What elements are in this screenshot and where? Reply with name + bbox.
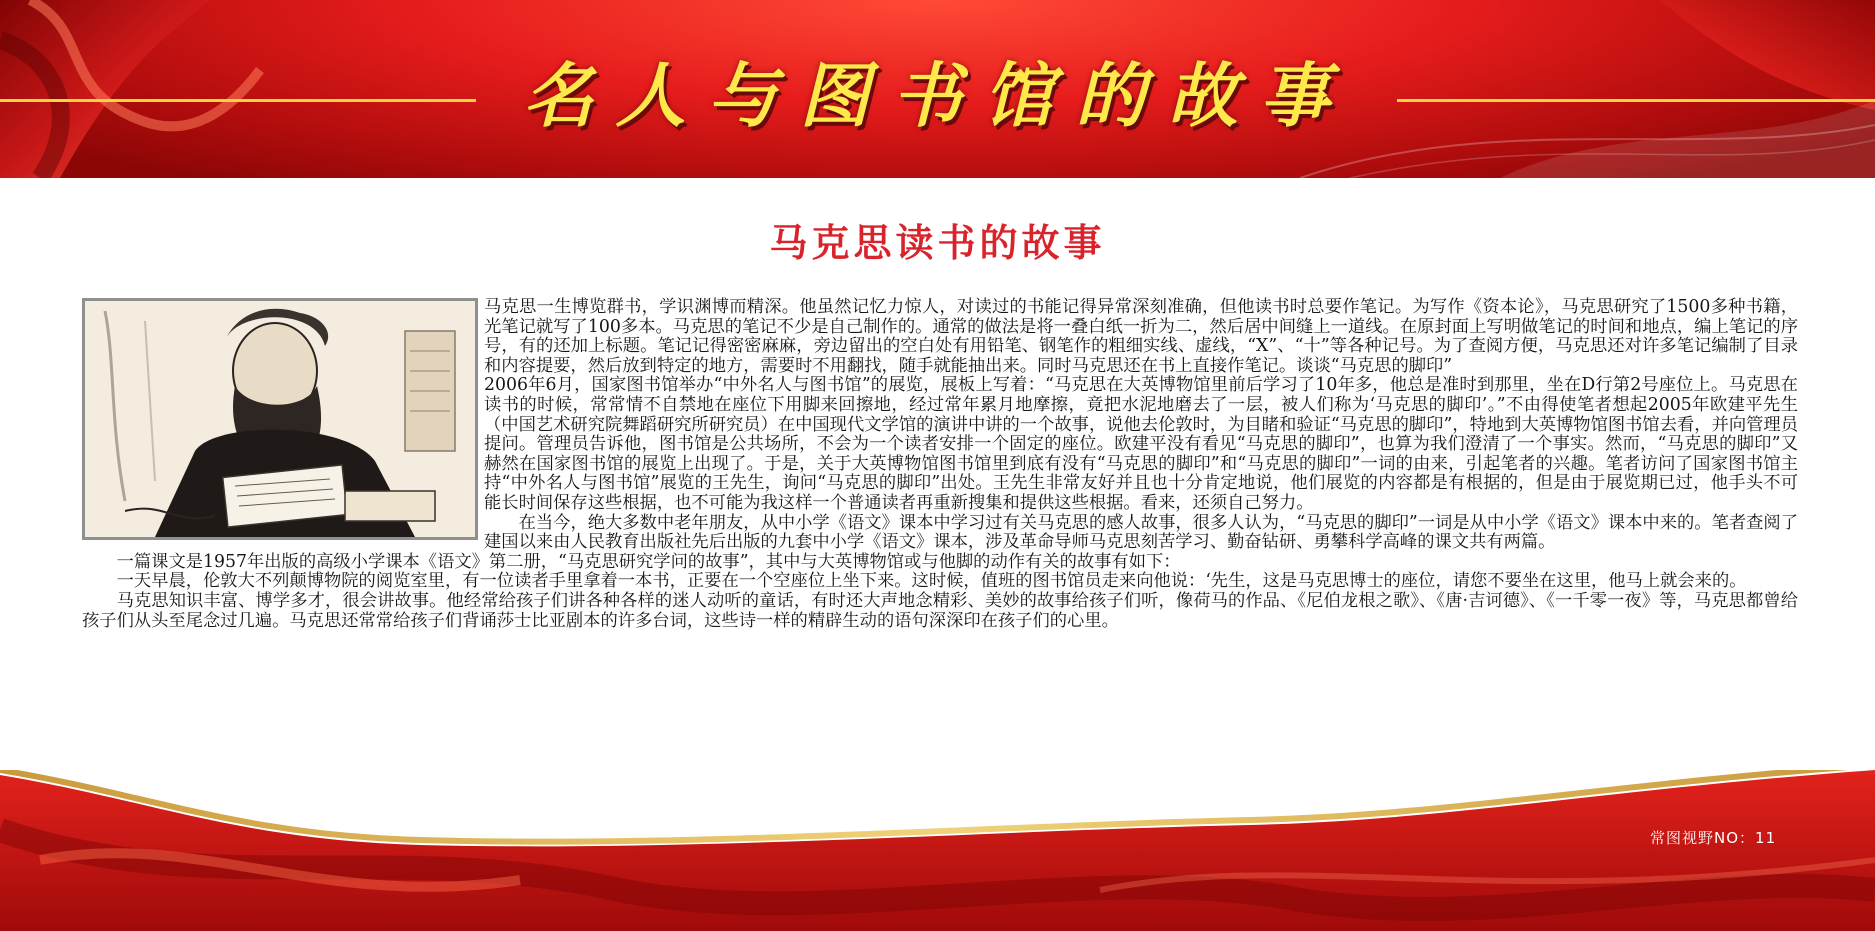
story-title: 马克思读书的故事 [769, 221, 1106, 265]
banner-title: 名人与图书馆的故事 [523, 54, 1352, 137]
story-paragraph: 一天早晨，伦敦大不列颠博物院的阅览室里，有一位读者手里拿着一本书，正要在一个空座位上坐下来。这时候，值班的图书馆员走来向他说：‘先生，这是马克思博士的座位，请您不要坐在这里，他马上就会来的。 [116, 571, 1747, 592]
story-paragraph: 一篇课文是1957年出版的高级小学课本《语文》第二册，“马克思研究学问的故事”，其中与大英博物馆或与他脚的动作有关的故事有如下： [116, 551, 1181, 572]
story-paragraph: 2006年6月，国家图书馆举办“中外名人与图书馆”的展览，展板上写着：“马克思在大英博物馆里前后学习了10年多，他总是准时到那里，坐在D行第2号座位上。马克思在读书的时候，常常情不自禁地在座位下用脚来回擦地，经过常年累月地摩擦，竟把水泥地磨去了一层，被人们称为‘马克思的脚印’。”不由得使笔者想起2005年欧建平先生（中国艺术研究院舞蹈研究所研究员）在中国现代文学馆的演讲中讲的一个故事，说他去伦敦时，为目睹和验证“马克思的脚印”，特地到大英博物馆图书馆去看，并向管理员提问。管理员告诉他，图书馆是公共场所，不会为一个读者安排一个固定的座位。欧建平没有看见“马克思的脚印”，也算为我们澄清了一个事实。然而，“马克思的脚印”又赫然在国家图书馆的展览上出现了。于是，关于大英博物馆图书馆里到底有没有“马克思的脚印”和“马克思的脚印”一词的由来，引起笔者的兴趣。笔者访问了国家图书馆主持“中外名人与图书馆”展览的王先生，询问“马克思的脚印”出处。王先生非常友好并且也十分肯定地说，他们展览的内容都是有根据的，但是由于展览期已过，他手头不可能长时间保存这些根据，也不可能为我这样一个普通读者再重新搜集和提供这些根据。看来，还须自己努力。 [484, 375, 1798, 513]
footer-code: 常图视野NO：11 [1650, 829, 1777, 847]
footer-silk-icon [0, 770, 1875, 931]
story-paragraph: 马克思一生博览群书，学识渊博而精深。他虽然记忆力惊人，对读过的书能记得异常深刻准确，但他读书时总要作笔记。为写作《资本论》，马克思研究了1500多种书籍，光笔记就写了100多本。马克思的笔记不少是自己制作的。通常的做法是将一叠白纸一折为二，然后居中间缝上一道线。在原封面上写明做笔记的时间和地点，编上笔记的序号，有的还加上标题。笔记记得密密麻麻，旁边留出的空白处有用铅笔、钢笔作的粗细实线、虚线，“X”、“十”等各种记号。为了查阅方便，马克思还对许多笔记编制了目录和内容提要，然后放到特定的地方，需要时不用翻找，随手就能抽出来。同时马克思还在书上直接作笔记。谈谈“马克思的脚印” [484, 297, 1798, 376]
portrait-spacer [82, 298, 482, 540]
header-banner [0, 0, 1875, 178]
story-article [82, 298, 1798, 631]
story-paragraph: 在当今，绝大多数中老年朋友，从中小学《语文》课本中学习过有关马克思的感人故事，很多人认为，“马克思的脚印”一词是从中小学《语文》课本中来的。笔者查阅了建国以来由人民教育出版社先后出版的九套中小学《语文》课本，涉及革命导师马克思刻苦学习、勤奋钻研、勇攀科学高峰的课文共有两篇。 [484, 512, 1798, 553]
story-paragraph: 马克思知识丰富、博学多才，很会讲故事。他经常给孩子们讲各种各样的迷人动听的童话，有时还大声地念精彩、美妙的故事给孩子们听，像荷马的作品、《尼伯龙根之歌》、《唐·吉诃德》、《一千零一夜》等，马克思都曾给孩子们从头至尾念过几遍。马克思还常常给孩子们背诵莎士比亚剧本的许多台词，这些诗一样的精辟生动的语句深深印在孩子们的心里。 [82, 590, 1798, 631]
footer-decoration [0, 770, 1875, 931]
